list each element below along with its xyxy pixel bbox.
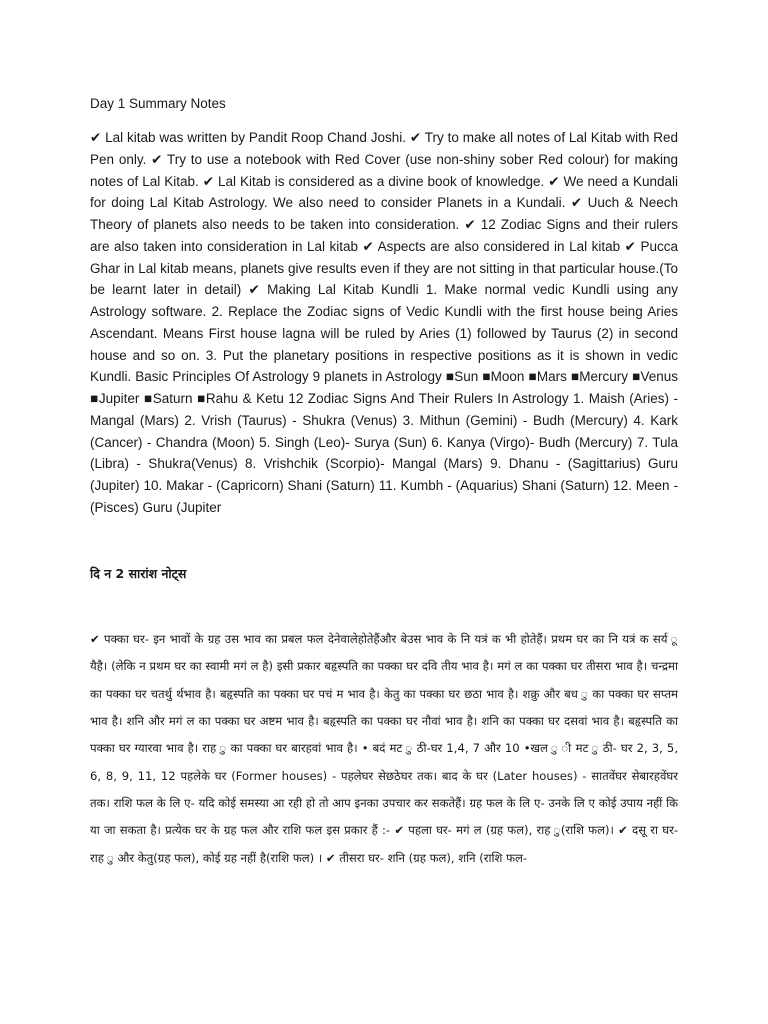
day1-heading: Day 1 Summary Notes xyxy=(90,96,226,111)
day1-body-paragraph: ✔ Lal kitab was written by Pandit Roop Chand Joshi. ✔ Try to make all notes of Lal Kitab with Red Pen only. ✔ Try to use a notebook with Red Cover (use non-shiny sober Red colour) for making notes of Lal Kitab. ✔ Lal Kitab is considered as a divine book of knowledge. ✔ We need a Kundali for doing Lal Kitab Astrology. We also need to consider Planets in a Kundali. ✔ Uuch & Neech Theory of planets also needs to be taken into consideration. ✔ 12 Zodiac Signs and their rulers are also taken into consideration in Lal kitab ✔ Aspects are also considered in Lal kitab ✔ Pucca Ghar in Lal kitab means, planets give results even if they are not sitting in that particular house.(To be learnt later in detail) ✔ Making Lal Kitab Kundli 1. Make normal vedic Kundli using any Astrology software. 2. Replace the Zodiac signs of Vedic Kundli with the first house being Aries Ascendant. Means First house lagna will be ruled by Aries (1) followed by Taurus (2) in second house and so on. 3. Put the planetary positions in respective positions as it is shown in vedic Kundli. Basic Principles Of Astrology 9 planets in Astrology ■Sun ■Moon ■Mars ■Mercury ■Venus ■Jupiter ■Saturn ■Rahu & Ketu 12 Zodiac Signs And Their Rulers In Astrology 1. Maish (Aries) - Mangal (Mars) 2. Vrish (Taurus) - Shukra (Venus) 3. Mithun (Gemini) - Budh (Mercury) 4. Kark (Cancer) - Chandra (Moon) 5. Singh (Leo)- Surya (Sun) 6. Kanya (Virgo)- Budh (Mercury) 7. Tula (Libra) - Shukra(Venus) 8. Vrishchik (Scorpio)- Mangal (Mars) 9. Dhanu - (Sagittarius) Guru (Jupiter) 10. Makar - (Capricorn) Shani (Saturn) 11. Kumbh - (Aquarius) Shani (Saturn) 12. Meen - (Pisces) Guru (Jupiter xyxy=(90,130,678,515)
day2-heading: दि न 2 सारांश नोट्स xyxy=(90,566,187,581)
day2-body-paragraph: ✔ पक्का घर- इन भावों के ग्रह उस भाव का प्रबल फल देनेवालेहोतेहैंऔर बेउस भाव के नि यत्रं क भी होतेहैं। प्रथम घर का नि यत्रं क सर्य ू यैहै। (लेकि न प्रथम घर का स्वामी मगं ल है) इसी प्रकार बहृस्पति का पक्का घर दवि तीय भाव है। मगं ल का पक्का घर तीसरा भाव है। चन्द्रमा का पक्का घर चतर्थु र्थभाव है। बहृस्पति का पक्का घर पचं म भाव है। केतु का पक्का घर छठा भाव है। शक्रु और बध ु का पक्का घर सप्तम भाव है। शनि और मगं ल का पक्का घर अष्टम भाव है। बहृस्पति का पक्का घर नौवां भाव है। शनि का पक्का घर दसवां भाव है। बहृस्पति का पक्का घर ग्यारवा भाव है। राह ु का पक्का घर बारहवां भाव है। • बदं मट ु ठी-घर 1,4, 7 और 10 •खल ु ी मट ु ठी- घर 2, 3, 5, 6, 8, 9, 11, 12 पहलेके घर (Former houses) - पहलेघर सेछठेघर तक। बाद के घर (Later houses) - सातवेंघर सेबारहवेंघर तक। राशि फल के लि ए- यदि कोई समस्या आ रही हो तो आप इनका उपचार कर सकतेहैं। ग्रह फल के लि ए- उनके लि ए कोई उपाय नहीं कि या जा सकता है। प्रत्येक घर के ग्रह फल और राशि फल इस प्रकार हैं :- ✔ पहला घर- मगं ल (ग्रह फल), राह ु(राशि फल)। ✔ दसू रा घर- राह ु और केतु(ग्रह फल), कोई ग्रह नहीं है(राशि फल) । ✔ तीसरा घर- शनि (ग्रह फल), शनि (राशि फल- xyxy=(90,632,678,865)
